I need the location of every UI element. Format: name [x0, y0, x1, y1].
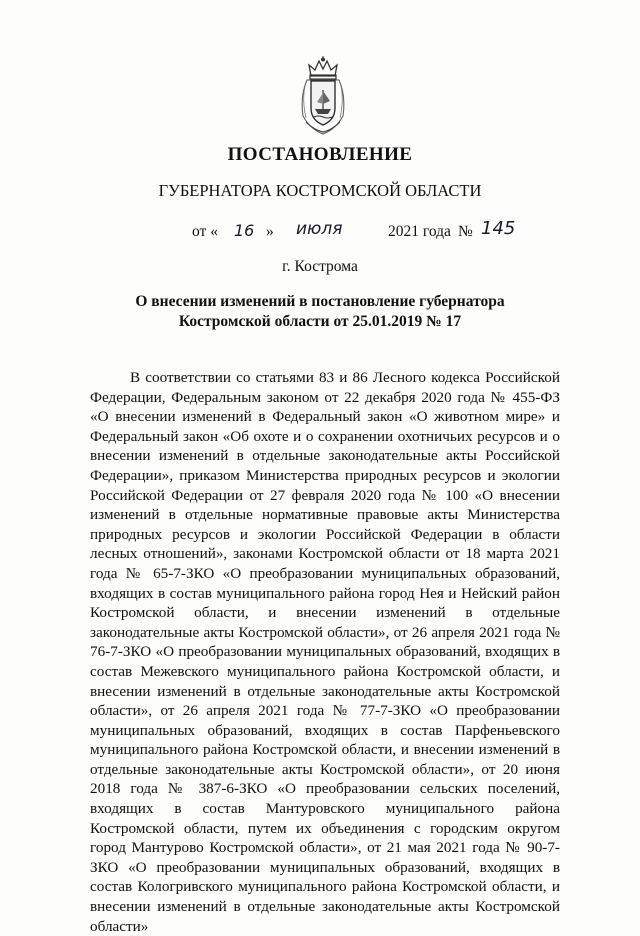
heading-line-2: Костромской области от 25.01.2019 № 17 — [178, 313, 462, 330]
date-day: 16 — [234, 221, 255, 240]
date-line — [192, 218, 522, 245]
body-paragraph: В соответствии со статьями 83 и 86 Лесного кодекса Российской Федерации, Федеральным законом от 22 декабря 2020 года № 455-ФЗ «О внесении изменений в Федеральный закон «О животном мире» и Федеральный закон «Об охоте и о сохранении охотничьих ресурсов и о внесении изменений в отдельные законодательные акты Российской Федерации», приказом Министерства природных ресурсов и экологии Российской Федерации от 27 февраля 2020 года № 100 «О внесении изменений в отдельные нормативные правовые акты Министерства природных ресурсов и экологии Российской Федерации в области лесных отношений», законами Костромской области от 18 марта 2021 года № 65-7-ЗКО «О преобразовании муниципальных образований, входящих в состав муниципального района город Нея и Нейский район Костромской области, и внесении изменений в отдельные законодательные акты Костромской области», от 26 апреля 2021 года № 76-7-ЗКО «О преобразовании муниципальных образований, входящих в состав Межевского муниципального района Костромской области, и внесении изменений в отдельные законодательные акты Костромской области», от 26 апреля 2021 года № 77-7-ЗКО «О преобразовании муниципальных образований, входящих в состав Парфеньевского муниципального района Костромской области, и внесении изменений в отдельные законодательные акты Костромской области», от 20 июня 2018 года № 387-6-ЗКО «О преобразовании сельских поселений, входящих в состав Мантуровского муниципального района Костромской области, путем их объединения с городским округом город Мантурово Костромской области», от 21 мая 2021 года № 90-7-ЗКО «О преобразовании муниципальных образований, входящих в состав Кологривского муниципального района Костромской области, и внесении изменений в отдельные законодательные акты Костромской области» — [90, 369, 560, 935]
date-prefix: от « — [192, 223, 218, 240]
date-month: июля — [296, 219, 343, 239]
date-year: 2021 года — [388, 223, 451, 240]
document-heading — [0, 292, 640, 332]
document-issuer: ГУБЕРНАТОРА КОСТРОМСКОЙ ОБЛАСТИ — [158, 181, 482, 200]
city: г. Кострома — [282, 258, 358, 275]
document-title: ПОСТАНОВЛЕНИЕ — [227, 144, 413, 165]
number-sign: № — [458, 223, 473, 240]
heading-line-1: О внесении изменений в постановление губернатора — [135, 293, 505, 310]
document-number: 145 — [481, 218, 516, 239]
coat-of-arms-icon — [294, 56, 352, 136]
date-mid: » — [266, 223, 274, 240]
